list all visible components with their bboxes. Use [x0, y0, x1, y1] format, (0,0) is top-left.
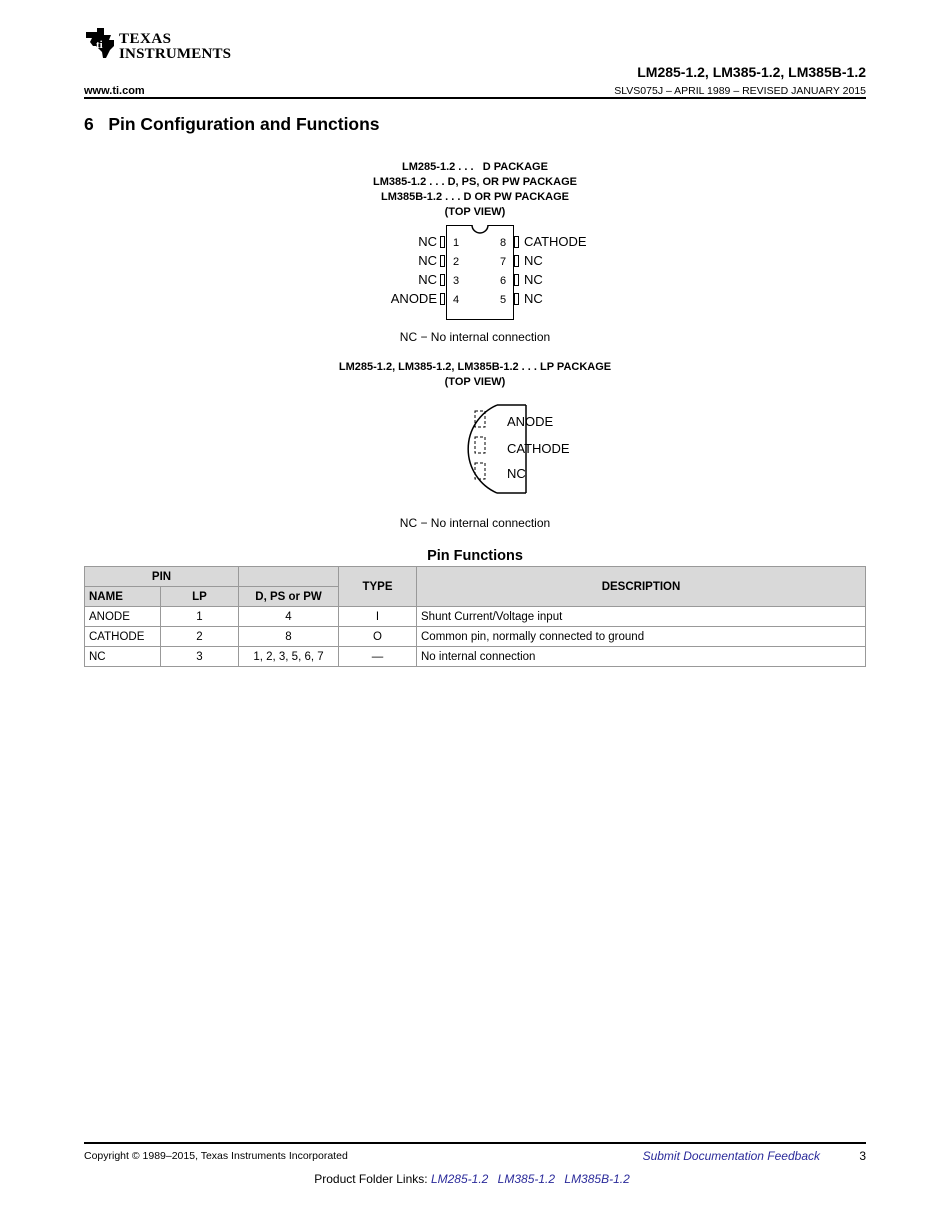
header-description: DESCRIPTION	[417, 567, 866, 607]
section-title: 6 Pin Configuration and Functions	[84, 114, 380, 134]
d-pin-label: NC	[418, 234, 437, 249]
svg-text:ti: ti	[96, 39, 103, 51]
table-row	[85, 647, 866, 667]
d-pin-label: NC	[524, 291, 543, 306]
cell-lp: 3	[161, 647, 239, 667]
lp-pin-label: NC	[507, 466, 526, 481]
d-pin-number: 2	[453, 256, 460, 268]
d-pin-number: 5	[500, 294, 507, 306]
folder-link-lm385b[interactable]: LM385B-1.2	[564, 1172, 630, 1186]
d-package-note: NC − No internal connection	[399, 330, 551, 344]
ti-logo-icon	[84, 26, 120, 60]
d-pin-number: 1	[453, 237, 460, 249]
logo-line1: TEXAS	[119, 31, 172, 47]
lp-pin-label: ANODE	[507, 414, 554, 429]
logo-line2: INSTRUMENTS	[119, 46, 232, 62]
lp-package-note: NC − No internal connection	[399, 516, 551, 530]
lp-pin-label: CATHODE	[507, 441, 570, 456]
d-pin-label: ANODE	[390, 291, 437, 306]
cell-d: 4	[239, 607, 339, 627]
d-pin-number: 4	[453, 294, 460, 306]
cell-name: ANODE	[85, 607, 161, 627]
header-pin: PIN	[85, 567, 239, 587]
d-caption-line: LM285-1.2 . . . D PACKAGE	[402, 161, 548, 173]
cell-description: No internal connection	[417, 647, 866, 667]
d-pin-number: 7	[500, 256, 507, 268]
cell-name: NC	[85, 647, 161, 667]
pin-functions-table	[84, 566, 866, 667]
folder-link-lm285[interactable]: LM285-1.2	[430, 1172, 489, 1186]
pin-stub	[440, 293, 445, 305]
d-caption-line: LM385B-1.2 . . . D OR PW PACKAGE	[380, 191, 570, 203]
d-pin-number: 6	[500, 275, 507, 287]
pin-stub	[514, 236, 519, 248]
lp-package-caption	[0, 360, 950, 390]
folder-link-lm385[interactable]: LM385-1.2	[497, 1172, 556, 1186]
cell-type: —	[339, 647, 417, 667]
lp-caption-line: LM285-1.2, LM385-1.2, LM385B-1.2 . . . LP PACKAGE	[338, 361, 612, 373]
pin-stub	[514, 293, 519, 305]
doc-number: SLVS075J – APRIL 1989 – REVISED JANUARY 2015	[614, 85, 866, 97]
cell-d: 8	[239, 627, 339, 647]
folder-prefix: Product Folder Links:	[314, 1172, 428, 1186]
cell-description: Common pin, normally connected to ground	[417, 627, 866, 647]
cell-description: Shunt Current/Voltage input	[417, 607, 866, 627]
d-pin-number: 3	[453, 275, 460, 287]
pin-stub	[440, 274, 445, 286]
cell-type: O	[339, 627, 417, 647]
d-package-caption	[0, 160, 950, 220]
cell-lp: 2	[161, 627, 239, 647]
header-pin-cont	[239, 567, 339, 587]
site-link[interactable]: www.ti.com	[84, 85, 145, 97]
d-pin-label: CATHODE	[524, 234, 587, 249]
d-pin-number: 8	[500, 237, 507, 249]
pin-stub	[440, 255, 445, 267]
header-type: TYPE	[339, 567, 417, 607]
d-pin-label: NC	[418, 253, 437, 268]
pin-stub	[514, 274, 519, 286]
feedback-link[interactable]: Submit Documentation Feedback	[642, 1149, 820, 1163]
footer-rule	[84, 1142, 866, 1144]
cell-lp: 1	[161, 607, 239, 627]
ti-logo-text	[119, 32, 231, 62]
lp-caption-line: (TOP VIEW)	[444, 376, 506, 388]
cell-name: CATHODE	[85, 627, 161, 647]
copyright: Copyright © 1989–2015, Texas Instruments Incorporated	[84, 1150, 348, 1162]
page-number: 3	[859, 1149, 866, 1163]
product-folder-links	[0, 1172, 950, 1186]
d-pin-label: NC	[418, 272, 437, 287]
table-row	[85, 607, 866, 627]
table-title: Pin Functions	[427, 548, 523, 564]
pin-stub	[440, 236, 445, 248]
header-d-ps-pw: D, PS or PW	[239, 587, 339, 607]
d-caption-line: LM385-1.2 . . . D, PS, OR PW PACKAGE	[373, 176, 577, 188]
d-pin-label: NC	[524, 272, 543, 287]
header-rule	[84, 97, 866, 99]
d-caption-line: (TOP VIEW)	[444, 206, 506, 218]
pin1-notch-icon	[471, 224, 489, 236]
table-row	[85, 627, 866, 647]
pin-stub	[514, 255, 519, 267]
doc-title: LM285-1.2, LM385-1.2, LM385B-1.2	[637, 64, 866, 80]
header-lp: LP	[161, 587, 239, 607]
cell-type: I	[339, 607, 417, 627]
cell-d: 1, 2, 3, 5, 6, 7	[239, 647, 339, 667]
d-pin-label: NC	[524, 253, 543, 268]
header-name: NAME	[85, 587, 161, 607]
